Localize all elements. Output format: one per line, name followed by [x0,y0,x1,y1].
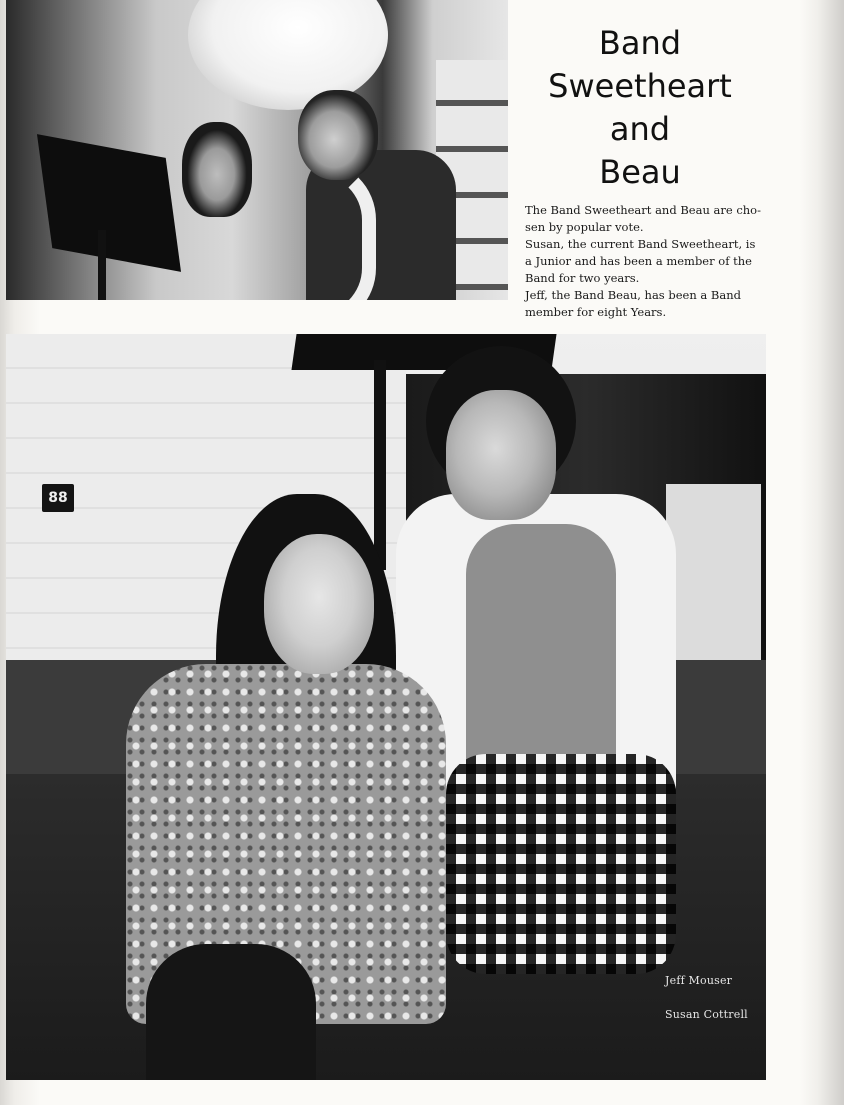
girl-head [182,122,252,217]
sweetheart-legs [146,944,316,1080]
title-line: Beau [599,153,681,191]
music-stand-pole [98,230,106,300]
article-body [525,202,765,321]
photo-caption-name: Jeff Mouser [665,974,733,987]
sweetheart-face [264,534,374,674]
room-number-sign: 88 [42,484,74,512]
photo-caption-name: Susan Cottrell [665,1008,748,1021]
body-paragraph: Susan, the current Band Sweetheart, is a Junior and has been a member of the Band for two years. [525,237,756,285]
band-photo-sousaphone [6,0,508,300]
sweetheart-beau-photo [6,334,766,1080]
body-paragraph: The Band Sweetheart and Beau are cho-sen by popular vote. [525,203,761,234]
title-line: and [609,110,671,148]
title-line: Band [598,24,682,62]
music-stand [37,134,181,272]
music-stand-pole [374,360,386,570]
title-line: Sweetheart [548,67,732,105]
body-paragraph: Jeff, the Band Beau, has been a Band member for eight Years. [525,288,741,319]
beau-checkered-pants [446,754,676,974]
page-title [520,22,760,194]
beau-sweater-vest [466,524,616,784]
beau-face [446,390,556,520]
